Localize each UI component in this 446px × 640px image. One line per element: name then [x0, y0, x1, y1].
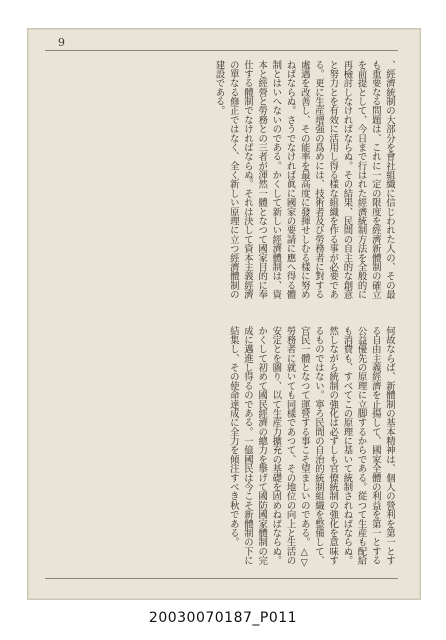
- upper-text-block: 、經濟統制の大部分を會社組織に信じわれた人の、その最も重要なる問題は、これに一定の限度を經濟新體制の確立を前提として、今日まで行はれた經濟統制方法を全般的に再檢討しなければならぬ。その結果、民間の自主的な創意と努力とを有效に活用し得る樣な組織を作る事が必要である。更に生産增强の爲めには、技術者及び勞務者に對する處遇を改善し、その能率を最高度に發揮せしむる樣に努めねばならぬ。さうでなければ眞に國家の要請に應へ得る體制とはいへないのである。かくして新しい經濟體制は、資本と經營と勞務との三者が渾然一體となつて國家目的に奉仕する體制でなければならぬ。それは決して資本主義經濟の單なる修正ではなく、全く新しい原理に立つ經濟體制の建設である。: [213, 60, 395, 299]
- bottom-rule: [45, 578, 398, 579]
- top-rule: [45, 50, 398, 51]
- image-caption: 20030070187_P011: [148, 610, 298, 626]
- lower-text-block: 何故ならば、新體制の基本精神は、個人の營利を第一とする自由主義經濟を止揚して、國家全體の利益を第一とする公益優先の原理に立脚するからである。從つて生産も配給も消費も、すべてこの原理に基いて統制されねばならぬ。然しながら統制の強化は必ずしも官僚統制の強化を意味するものではない。寧ろ民間の自治的統制組織を整備して、官民一體となつて運營する事こそ望ましいのである。△▽ 勞務者に就いても同樣であつて、その地位の向上と生活の安定とを圖り、以て生産力擴充の基礎を固めねばならぬ。かくして初めて國民經濟の總力を擧げて國防國家體制の完成に邁進し得るのである。一億國民は今こそ新體制の下に結集し、その使命達成に全力を傾注すべき秋である。: [227, 326, 395, 569]
- page-number: 9: [58, 36, 65, 49]
